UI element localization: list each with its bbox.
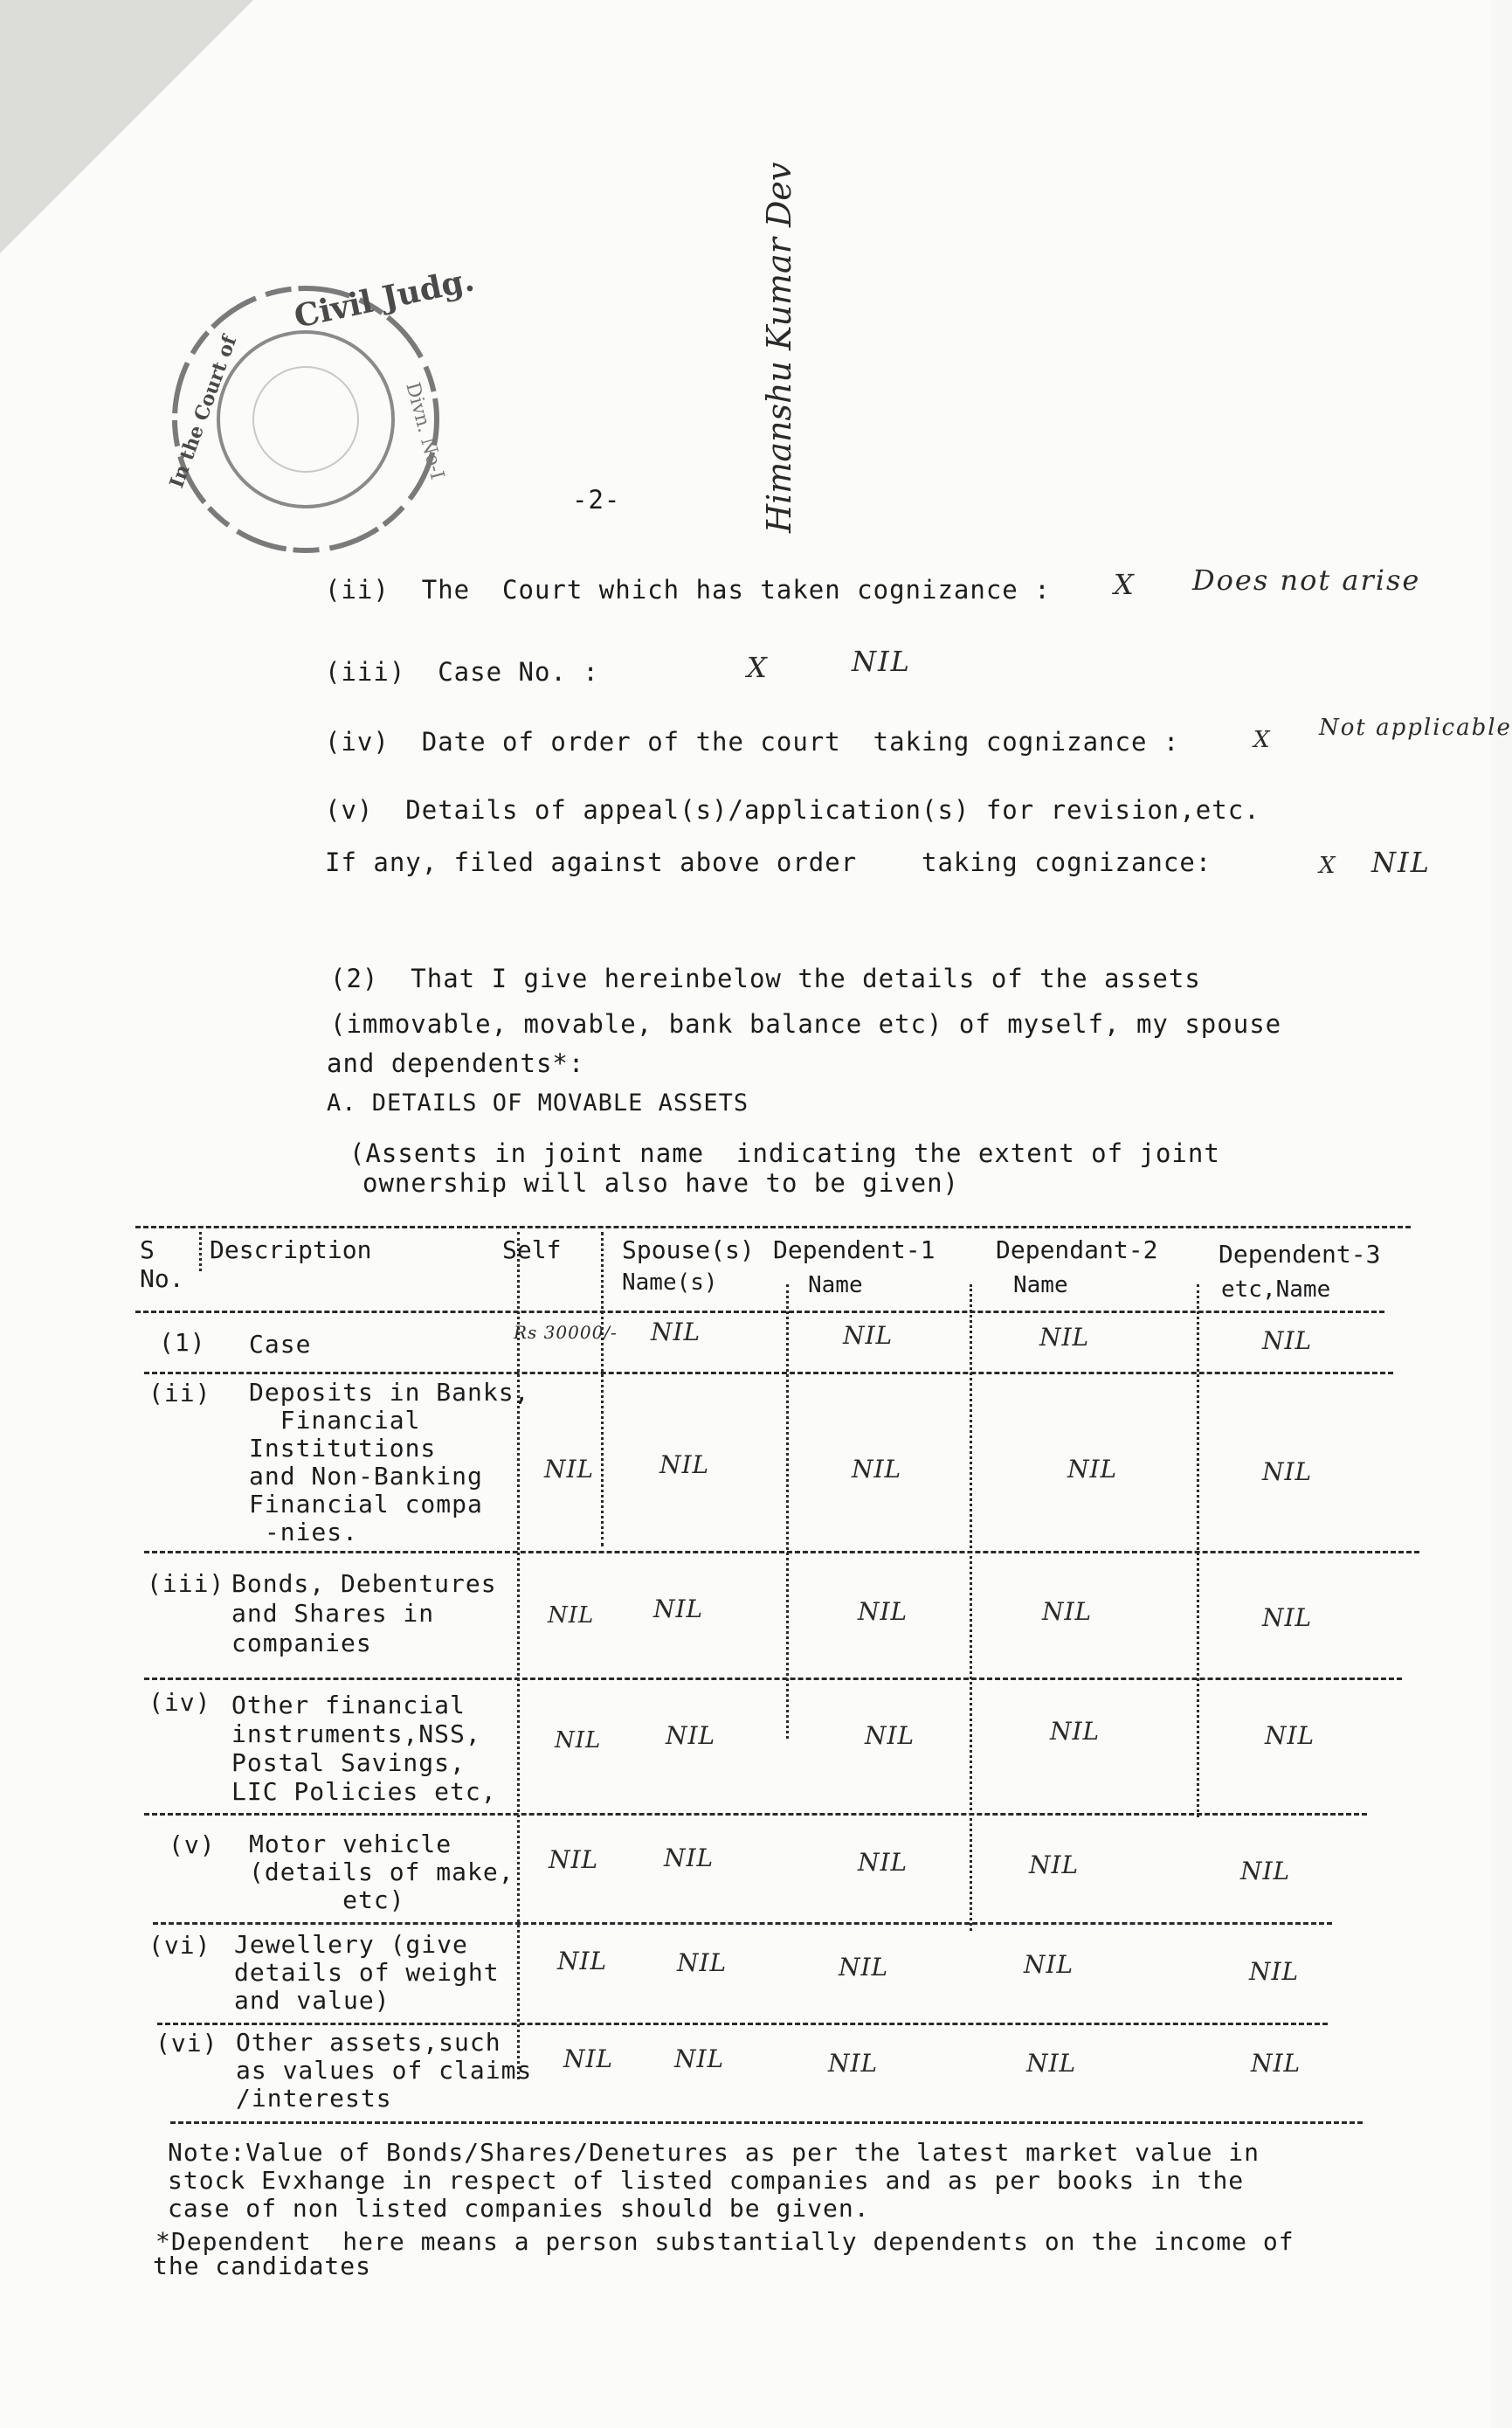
table-rule-bottom <box>170 2121 1363 2124</box>
header-self: Self <box>502 1235 562 1264</box>
row3-self: NIL <box>548 1602 595 1629</box>
row4-sno: (iv) <box>148 1688 211 1717</box>
row4-dep2: NIL <box>1050 1717 1101 1746</box>
row1-dep2: NIL <box>1039 1323 1090 1352</box>
seal-text-top: Civil Judg. <box>291 261 478 335</box>
table-col-rule-desc <box>517 1232 520 2079</box>
row6-self: NIL <box>557 1947 608 1975</box>
row4-dep3: NIL <box>1265 1721 1315 1750</box>
item-v-mark: X <box>1319 853 1337 879</box>
row3-sno: (iii) <box>147 1569 225 1598</box>
seal-graphic <box>165 261 478 559</box>
header-spouse-1: Spouse(s) <box>622 1235 755 1264</box>
row5-sno: (v) <box>169 1830 216 1859</box>
table-col-rule-sno <box>199 1232 202 1271</box>
item-iii-mark: X <box>747 651 769 684</box>
header-description: Description <box>210 1235 372 1264</box>
row6-sno: (vi) <box>148 1931 211 1960</box>
table-col-rule-spouse <box>786 1284 789 1739</box>
table-rule-row3 <box>144 1677 1402 1680</box>
folded-corner <box>0 0 253 253</box>
row2-dep2: NIL <box>1067 1455 1118 1484</box>
header-spouse-2: Name(s) <box>622 1269 718 1296</box>
row6-dep3: NIL <box>1249 1957 1300 1986</box>
page-number: -2- <box>572 485 621 515</box>
row4-spouse: NIL <box>666 1721 716 1750</box>
row6-dep2: NIL <box>1024 1950 1074 1979</box>
row5-desc: Motor vehicle (details of make, etc) <box>249 1830 514 1914</box>
row2-desc: Deposits in Banks, Financial Institutions and Non-Banking Financial compa -nies. <box>249 1378 530 1546</box>
table-rule-top <box>135 1226 1411 1228</box>
row2-self: NIL <box>544 1455 595 1484</box>
row3-dep3: NIL <box>1262 1603 1313 1632</box>
table-rule-row4 <box>144 1813 1367 1816</box>
row7-dep1: NIL <box>828 2049 879 2078</box>
row6-dep1: NIL <box>839 1953 889 1982</box>
row3-desc: Bonds, Debentures and Shares in companies <box>231 1569 497 1657</box>
table-rule-row6 <box>157 2023 1328 2025</box>
item-v-answer: NIL <box>1371 846 1431 879</box>
row3-dep1: NIL <box>858 1597 908 1626</box>
item-v-line1: (v) Details of appeal(s)/application(s) for revision,etc. <box>325 795 1260 825</box>
row2-dep1: NIL <box>852 1455 902 1484</box>
item-iv-answer: Not applicable <box>1319 715 1512 741</box>
item-ii-mark: X <box>1114 568 1136 601</box>
note-line1: Note:Value of Bonds/Shares/Denetures as per the latest market value in <box>168 2138 1260 2167</box>
header-dep1-2: Name <box>808 1272 863 1298</box>
row2-spouse: NIL <box>659 1450 710 1479</box>
section-heading: A. DETAILS OF MOVABLE ASSETS <box>327 1089 749 1117</box>
row1-sno: (1) <box>159 1328 206 1357</box>
note-line2: stock Evxhange in respect of listed companies and as per books in the <box>168 2166 1245 2195</box>
table-col-rule-dep1 <box>970 1284 972 1931</box>
header-dep1-1: Dependent-1 <box>773 1235 936 1264</box>
row5-dep2: NIL <box>1029 1850 1080 1879</box>
row5-dep1: NIL <box>858 1848 908 1877</box>
row2-sno: (ii) <box>148 1379 211 1408</box>
note-line4: *Dependent here means a person substantially dependents on the income of <box>155 2227 1295 2256</box>
row7-spouse: NIL <box>674 2044 725 2073</box>
handwritten-signature <box>690 114 798 550</box>
header-dep2-1: Dependant-2 <box>996 1235 1158 1264</box>
header-sno-1: S <box>140 1235 155 1264</box>
row4-desc: Other financial instruments,NSS, Postal Savings, LIC Policies etc, <box>231 1691 497 1806</box>
row6-spouse: NIL <box>677 1948 728 1977</box>
item-v-line2: If any, filed against above order taking cognizance: <box>325 847 1212 877</box>
row4-self: NIL <box>555 1727 602 1754</box>
item-iii-answer: NIL <box>852 645 911 678</box>
table-rule-row2 <box>144 1551 1419 1553</box>
row5-spouse: NIL <box>664 1843 715 1872</box>
header-dep3-1: Dependent-3 <box>1219 1240 1381 1269</box>
row7-dep3: NIL <box>1251 2049 1301 2078</box>
header-sno-2: No. <box>140 1264 184 1293</box>
row2-dep3: NIL <box>1262 1457 1313 1486</box>
row3-spouse: NIL <box>653 1594 704 1623</box>
row5-dep3: NIL <box>1240 1857 1291 1885</box>
signature-text: Himanshu Kumar Dev <box>760 162 798 533</box>
item-iii-label: (iii) Case No. : <box>325 657 599 687</box>
table-rule-row5 <box>153 1922 1332 1925</box>
row6-desc: Jewellery (give details of weight and value) <box>234 1930 500 2015</box>
item-ii-answer: Does not arise <box>1192 564 1421 597</box>
row1-dep3: NIL <box>1262 1326 1313 1355</box>
court-seal <box>165 261 478 559</box>
table-col-rule-dep2 <box>1197 1284 1199 1817</box>
section2-line1: (2) That I give hereinbelow the details of the assets <box>330 964 1201 993</box>
section-sub1: (Assents in joint name indicating the extent of joint <box>349 1138 1220 1168</box>
row1-spouse: NIL <box>651 1318 701 1346</box>
section-sub2: ownership will also have to be given) <box>362 1168 960 1198</box>
note-line5: the candidates <box>153 2252 372 2280</box>
row1-desc: Case <box>249 1330 312 1359</box>
seal-text-right: Divn. No-I <box>401 380 448 482</box>
item-ii-label: (ii) The Court which has taken cognizance : <box>325 575 1051 605</box>
section2-line3: and dependents*: <box>327 1048 585 1078</box>
item-iv-label: (iv) Date of order of the court taking cognizance : <box>325 727 1180 757</box>
row5-self: NIL <box>549 1845 599 1874</box>
row4-dep1: NIL <box>865 1721 915 1750</box>
row7-dep2: NIL <box>1026 2049 1077 2078</box>
row1-dep1: NIL <box>843 1321 894 1350</box>
row7-sno: (vi) <box>155 2029 218 2058</box>
header-dep2-2: Name <box>1013 1272 1068 1298</box>
section2-line2: (immovable, movable, bank balance etc) of myself, my spouse <box>330 1009 1282 1039</box>
item-iv-mark: X <box>1253 727 1272 753</box>
note-line3: case of non listed companies should be given. <box>168 2194 870 2223</box>
row7-self: NIL <box>563 2044 614 2073</box>
row7-desc: Other assets,such as values of claims /interests <box>236 2028 533 2113</box>
row1-self: Rs 30000/- <box>514 1322 618 1343</box>
table-col-rule-self <box>601 1232 604 1546</box>
seal-text-left: In the Court of <box>165 332 242 492</box>
table-rule-row1 <box>144 1372 1393 1374</box>
header-dep3-2: etc,Name <box>1221 1276 1331 1303</box>
row3-dep2: NIL <box>1042 1597 1093 1626</box>
